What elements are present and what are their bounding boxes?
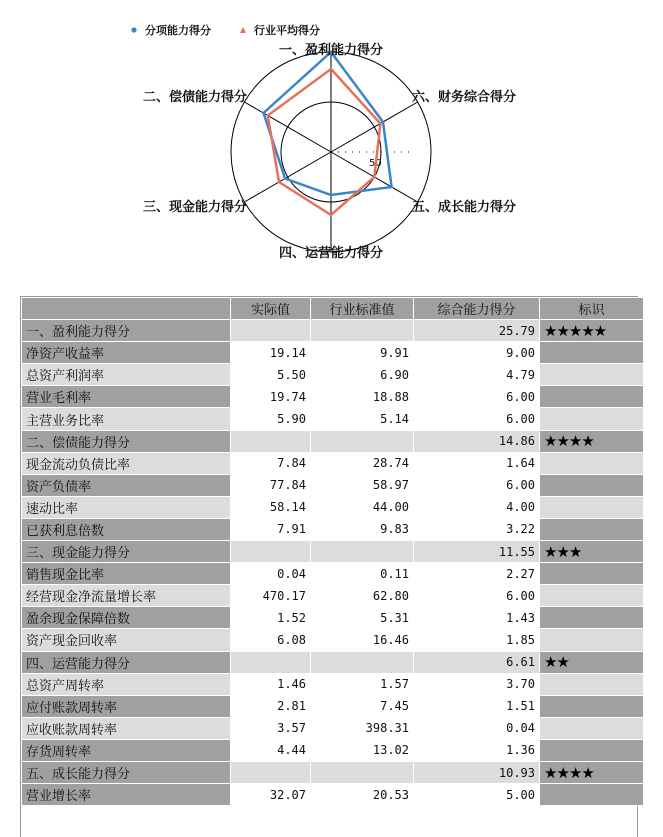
axis-label: 二、偿债能力得分 <box>142 90 247 105</box>
row-name: 应收账款周转率 <box>22 717 231 739</box>
row-standard-value: 0.11 <box>311 563 414 585</box>
row-actual-value: 2.81 <box>231 695 311 717</box>
row-stars <box>540 474 644 496</box>
table-row <box>22 739 644 761</box>
row-score: 6.00 <box>414 408 540 430</box>
table-row <box>22 364 644 386</box>
row-actual-value: 0.04 <box>231 563 311 585</box>
row-actual-value: 19.14 <box>231 342 311 364</box>
row-score: 6.00 <box>414 585 540 607</box>
row-stars <box>540 585 644 607</box>
row-name: 应付账款周转率 <box>22 695 231 717</box>
row-score: 1.51 <box>414 695 540 717</box>
row-standard-value: 13.02 <box>311 739 414 761</box>
table-row <box>22 673 644 695</box>
header-actual: 实际值 <box>231 298 311 320</box>
row-standard-value <box>311 541 414 563</box>
legend-label: 分项能力得分 <box>145 24 211 37</box>
table-row <box>22 695 644 717</box>
table-row <box>22 386 644 408</box>
table-row <box>22 474 644 496</box>
header-standard: 行业标准值 <box>311 298 414 320</box>
row-stars: ★★★ <box>540 541 644 563</box>
row-actual-value <box>231 651 311 673</box>
row-score: 25.79 <box>414 320 540 342</box>
row-name: 销售现金比率 <box>22 563 231 585</box>
radar-series <box>264 52 392 215</box>
row-name: 四、运营能力得分 <box>22 651 231 673</box>
row-name: 营业增长率 <box>22 784 231 806</box>
row-name: 盈余现金保障倍数 <box>22 607 231 629</box>
row-stars: ★★★★★ <box>540 320 644 342</box>
row-actual-value: 1.52 <box>231 607 311 629</box>
row-standard-value: 28.74 <box>311 452 414 474</box>
row-stars <box>540 563 644 585</box>
row-standard-value <box>311 430 414 452</box>
table-row <box>22 607 644 629</box>
row-stars <box>540 717 644 739</box>
row-name: 一、盈利能力得分 <box>22 320 231 342</box>
row-score: 3.70 <box>414 673 540 695</box>
row-actual-value: 7.84 <box>231 452 311 474</box>
row-standard-value: 9.83 <box>311 518 414 540</box>
row-actual-value: 5.90 <box>231 408 311 430</box>
row-score: 10.93 <box>414 761 540 783</box>
table-row <box>22 408 644 430</box>
row-stars <box>540 386 644 408</box>
row-score: 1.64 <box>414 452 540 474</box>
tick-label: 50 <box>369 158 382 169</box>
chart-legend <box>131 23 320 37</box>
row-standard-value: 5.14 <box>311 408 414 430</box>
row-score: 14.86 <box>414 430 540 452</box>
row-score: 0.04 <box>414 717 540 739</box>
row-actual-value: 3.57 <box>231 717 311 739</box>
row-name: 资产负债率 <box>22 474 231 496</box>
table-row <box>22 452 644 474</box>
row-stars <box>540 607 644 629</box>
row-actual-value: 6.08 <box>231 629 311 651</box>
row-name: 净资产收益率 <box>22 342 231 364</box>
row-standard-value: 9.91 <box>311 342 414 364</box>
row-actual-value: 58.14 <box>231 496 311 518</box>
legend-marker <box>131 27 136 32</box>
row-stars <box>540 695 644 717</box>
row-stars <box>540 673 644 695</box>
row-score: 3.22 <box>414 518 540 540</box>
row-score: 1.85 <box>414 629 540 651</box>
row-standard-value: 398.31 <box>311 717 414 739</box>
row-standard-value: 44.00 <box>311 496 414 518</box>
row-actual-value: 77.84 <box>231 474 311 496</box>
row-name: 存货周转率 <box>22 739 231 761</box>
row-name: 二、偿债能力得分 <box>22 430 231 452</box>
row-standard-value: 7.45 <box>311 695 414 717</box>
row-actual-value: 4.44 <box>231 739 311 761</box>
row-score: 5.00 <box>414 784 540 806</box>
header-score: 综合能力得分 <box>414 298 540 320</box>
row-name: 速动比率 <box>22 496 231 518</box>
row-name: 总资产周转率 <box>22 673 231 695</box>
category-row <box>22 320 644 342</box>
row-standard-value: 5.31 <box>311 607 414 629</box>
row-actual-value <box>231 761 311 783</box>
row-score: 1.43 <box>414 607 540 629</box>
row-stars: ★★★★ <box>540 430 644 452</box>
table-body <box>22 320 644 806</box>
row-score: 2.27 <box>414 563 540 585</box>
row-name: 总资产利润率 <box>22 364 231 386</box>
table-row <box>22 563 644 585</box>
category-row <box>22 651 644 673</box>
row-actual-value <box>231 320 311 342</box>
row-standard-value: 16.46 <box>311 629 414 651</box>
row-name: 经营现金净流量增长率 <box>22 585 231 607</box>
row-actual-value: 32.07 <box>231 784 311 806</box>
radar-grid <box>231 52 431 252</box>
table-row <box>22 585 644 607</box>
row-name: 三、现金能力得分 <box>22 541 231 563</box>
row-standard-value <box>311 761 414 783</box>
row-score: 6.61 <box>414 651 540 673</box>
row-stars <box>540 496 644 518</box>
radar-chart <box>0 0 663 290</box>
table-row <box>22 717 644 739</box>
row-name: 五、成长能力得分 <box>22 761 231 783</box>
row-stars <box>540 518 644 540</box>
table-row <box>22 518 644 540</box>
row-actual-value: 19.74 <box>231 386 311 408</box>
table-row <box>22 496 644 518</box>
row-score: 1.36 <box>414 739 540 761</box>
category-row <box>22 430 644 452</box>
row-name: 已获利息倍数 <box>22 518 231 540</box>
row-score: 6.00 <box>414 474 540 496</box>
row-standard-value: 18.88 <box>311 386 414 408</box>
row-stars <box>540 784 644 806</box>
row-stars <box>540 364 644 386</box>
row-standard-value: 6.90 <box>311 364 414 386</box>
row-standard-value <box>311 651 414 673</box>
row-actual-value <box>231 541 311 563</box>
row-name: 资产现金回收率 <box>22 629 231 651</box>
row-score: 4.79 <box>414 364 540 386</box>
table-header-row <box>22 298 644 320</box>
row-stars <box>540 408 644 430</box>
row-actual-value <box>231 430 311 452</box>
row-actual-value: 470.17 <box>231 585 311 607</box>
row-score: 6.00 <box>414 386 540 408</box>
axis-label: 一、盈利能力得分 <box>278 43 384 58</box>
row-standard-value: 1.57 <box>311 673 414 695</box>
row-standard-value: 58.97 <box>311 474 414 496</box>
row-stars: ★★ <box>540 651 644 673</box>
axis-label: 四、运营能力得分 <box>278 246 384 261</box>
row-name: 主营业务比率 <box>22 408 231 430</box>
row-actual-value: 1.46 <box>231 673 311 695</box>
table-row <box>22 629 644 651</box>
score-table <box>21 297 644 806</box>
row-actual-value: 5.50 <box>231 364 311 386</box>
row-standard-value: 62.80 <box>311 585 414 607</box>
category-row <box>22 541 644 563</box>
row-standard-value: 20.53 <box>311 784 414 806</box>
row-stars <box>540 342 644 364</box>
axis-label: 五、成长能力得分 <box>412 200 517 215</box>
row-standard-value <box>311 320 414 342</box>
header-name <box>22 298 231 320</box>
legend-label: 行业平均得分 <box>254 24 320 37</box>
row-score: 9.00 <box>414 342 540 364</box>
axis-label: 六、财务综合得分 <box>412 90 517 105</box>
row-stars <box>540 629 644 651</box>
category-row <box>22 761 644 783</box>
table-row <box>22 342 644 364</box>
row-actual-value: 7.91 <box>231 518 311 540</box>
row-stars <box>540 452 644 474</box>
table-row <box>22 784 644 806</box>
row-score: 11.55 <box>414 541 540 563</box>
row-stars <box>540 739 644 761</box>
spoke <box>244 152 331 202</box>
legend-marker <box>240 27 246 33</box>
axis-label: 三、现金能力得分 <box>142 200 247 215</box>
header-stars: 标识 <box>540 298 644 320</box>
row-name: 现金流动负债比率 <box>22 452 231 474</box>
spoke <box>244 102 331 152</box>
row-score: 4.00 <box>414 496 540 518</box>
row-stars: ★★★★ <box>540 761 644 783</box>
row-name: 营业毛利率 <box>22 386 231 408</box>
